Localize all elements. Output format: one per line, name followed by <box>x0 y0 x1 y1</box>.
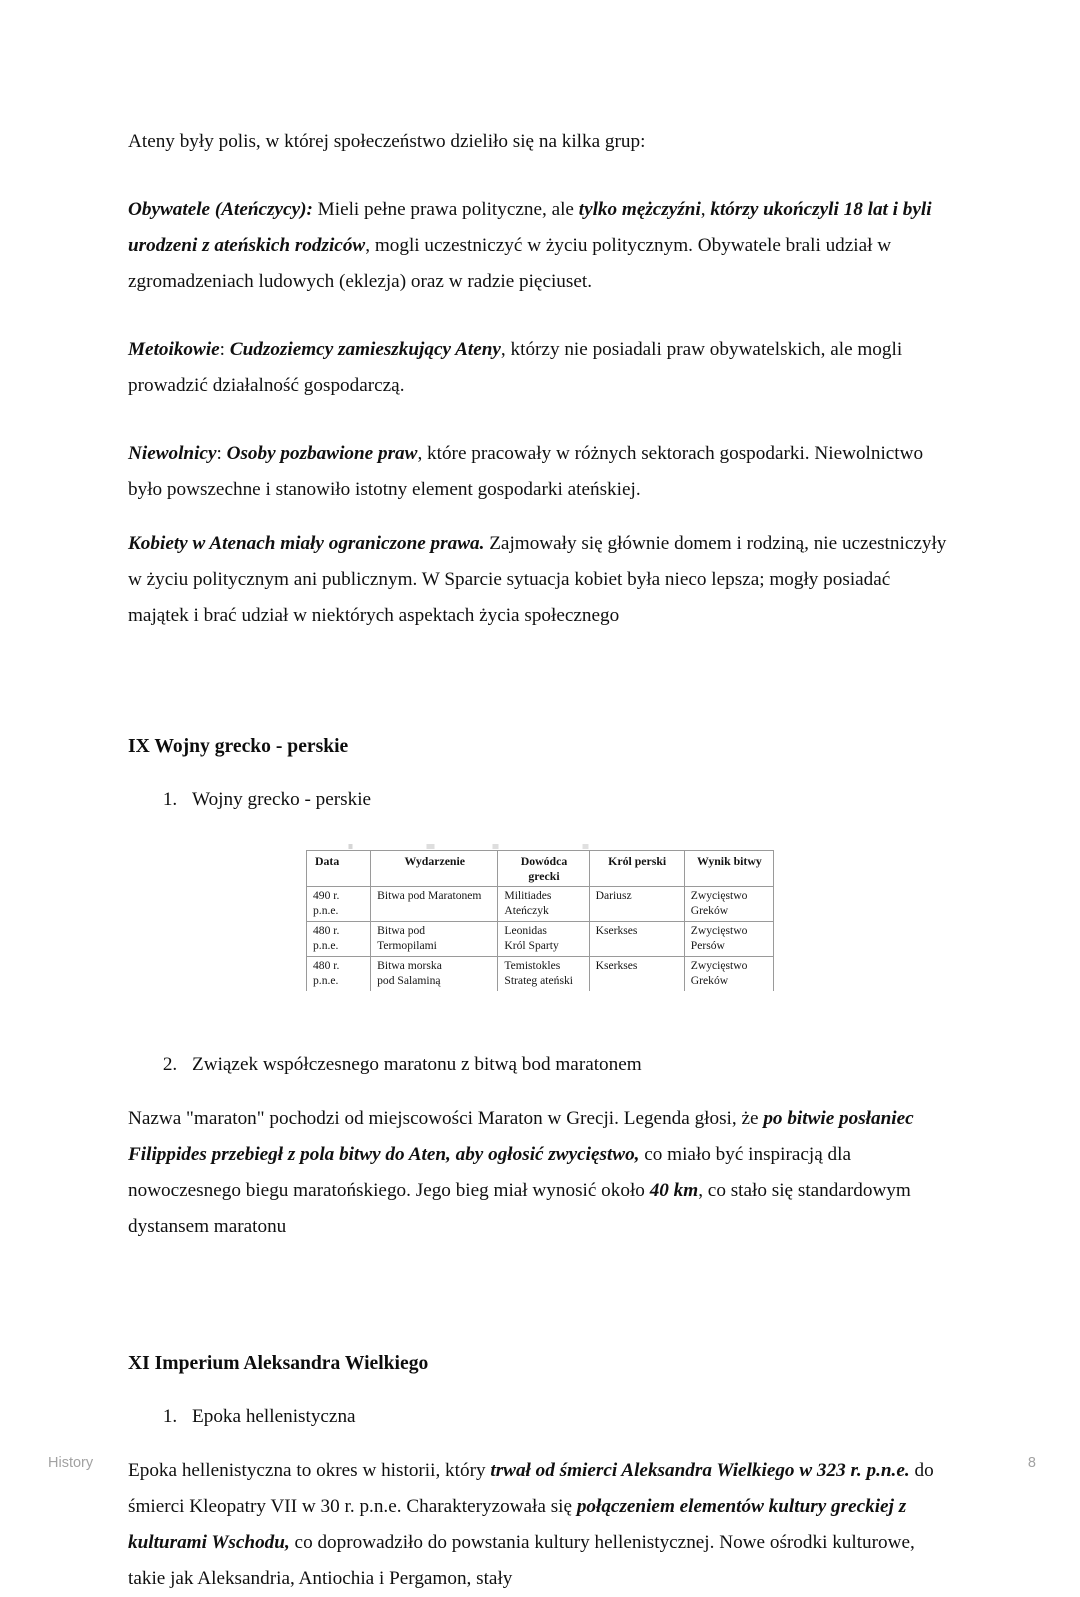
list-item: 1. Epoka hellenistyczna <box>182 1399 950 1435</box>
list-item: 2. Związek współczesnego maratonu z bitwą bod maratonem <box>182 1047 950 1083</box>
cell-line-1: Temistokles <box>504 959 561 972</box>
cell-line-1: Zwycięstwo <box>690 959 748 972</box>
run-niewolnicy-colon: : <box>216 443 227 464</box>
heading-xi-imperium-aleksandra-wielkiego: XI Imperium Aleksandra Wielkiego <box>128 1353 429 1374</box>
cell-line-1: Bitwa pod <box>377 924 426 937</box>
page-content <box>128 124 950 1597</box>
run-obywatele-sep: , <box>700 199 711 220</box>
paragraph-kobiety <box>128 526 950 634</box>
list-wojny <box>128 782 950 818</box>
run-hell-text1: Epoka hellenistyczna to okres w historii, który <box>128 1460 491 1481</box>
cell-event <box>371 957 498 992</box>
header-line-2: grecki <box>528 868 560 883</box>
run-obywatele-text2: , mogli uczestniczyć w życiu politycznym. Obywatele brali udział w zgromadzeniach ludowych (eklezja) oraz w radzie pięciuset. <box>128 235 892 292</box>
cell-line-1: 490 r. <box>313 889 340 902</box>
spacer <box>128 991 950 1047</box>
cell-line-1: Zwycięstwo <box>690 889 748 902</box>
cell-data <box>307 887 371 922</box>
spacer <box>128 508 950 526</box>
column-header-wynik-bitwy: Wynik bitwy <box>684 851 773 887</box>
paragraph-intro: Ateny były polis, w której społeczeństwo dzieliło się na kilka grup: <box>128 131 646 152</box>
run-kobiety-em: Kobiety w Atenach miały ograniczone prawa. <box>128 533 485 554</box>
run-maraton-text1: Nazwa "maraton" pochodzi od miejscowości Maraton w Grecji. Legenda głosi, że <box>128 1108 764 1129</box>
run-metoikowie-text: , którzy nie posiadali praw obywatelskich, ale mogli prowadzić działalność gospodarczą. <box>128 339 903 396</box>
cell-line-2: Strateg ateński <box>504 973 573 987</box>
spacer <box>128 1245 950 1347</box>
cell-line-2: Król Sparty <box>504 938 559 952</box>
cell-line-2: p.n.e. <box>313 973 339 987</box>
run-obywatele-em1: tylko mężczyźni <box>578 199 701 220</box>
run-maraton-text2: co miało być inspiracją dla nowoczesnego biegu maratońskiego. Jego bieg miał wynosić około <box>128 1144 851 1201</box>
page-footer <box>0 1455 1080 1489</box>
table-row <box>307 922 774 957</box>
column-header-krol-perski: Król perski <box>589 851 684 887</box>
cell-result <box>684 957 773 992</box>
run-hell-em1: trwał od śmierci Aleksandra Wielkiego w 323 r. p.n.e. <box>490 1460 910 1481</box>
cell-line-2: Greków <box>690 973 729 987</box>
cell-line-2: Greków <box>690 903 729 917</box>
run-obywatele-label: Obywatele (Ateńczycy): <box>128 199 313 220</box>
cell-line-1: Zwycięstwo <box>690 924 748 937</box>
table-header-row <box>307 851 774 887</box>
cell-king: Dariusz <box>589 887 684 922</box>
spacer <box>128 160 950 192</box>
cell-line-2: Termopilami <box>377 938 437 952</box>
paragraph-niewolnicy <box>128 436 950 508</box>
cell-line-1: Bitwa morska <box>377 959 442 972</box>
cell-line-1: Militiades <box>504 889 552 902</box>
run-niewolnicy-label: Niewolnicy <box>128 443 217 464</box>
run-metoikowie-em: Cudzoziemcy zamieszkujący Ateny <box>229 339 501 360</box>
list-item: 1. Wojny grecko - perskie <box>182 782 950 818</box>
cell-line-2: Persów <box>690 938 725 952</box>
run-obywatele-text1: Mieli pełne prawa polityczne, ale <box>312 199 579 220</box>
spacer <box>128 1435 950 1453</box>
heading-ix-wojny-grecko-perskie: IX Wojny grecko - perskie <box>128 736 349 757</box>
spacer <box>128 404 950 436</box>
run-maraton-distance: 40 km <box>649 1180 699 1201</box>
footer-document-title: History <box>48 1455 94 1471</box>
run-metoikowie-label: Metoikowie <box>128 339 220 360</box>
spacer <box>128 634 950 730</box>
cell-commander <box>498 922 589 957</box>
cell-data <box>307 922 371 957</box>
run-niewolnicy-em: Osoby pozbawione praw <box>226 443 418 464</box>
run-kobiety-text: Zajmowały się głównie domem i rodziną, nie uczestniczyły w życiu politycznym ani publicznym. W Sparcie sytuacja kobiet była nieco lepsza; mogły posiadać majątek i brać udział w niektórych aspektach życia społecznego <box>128 533 947 626</box>
run-obywatele-em2: którzy ukończyli 18 lat i byli urodzeni z ateńskich rodziców <box>128 199 932 256</box>
run-hell-em2: połączeniem elementów kultury greckiej z kulturami Wschodu, <box>128 1496 907 1553</box>
column-header-wydarzenie: Wydarzenie <box>371 851 498 887</box>
footer-page-number: 8 <box>1027 1455 1036 1471</box>
cell-commander <box>498 957 589 992</box>
cell-line-1: 480 r. <box>313 924 340 937</box>
column-header-data: Data <box>307 851 371 887</box>
cell-result <box>684 887 773 922</box>
table-row <box>307 957 774 992</box>
header-line-1: Dowódca <box>520 854 568 868</box>
cell-line-1: 480 r. <box>313 959 340 972</box>
run-metoikowie-colon: : <box>219 339 230 360</box>
paragraph-obywatele <box>128 192 950 300</box>
cell-result <box>684 922 773 957</box>
run-maraton-em1: po bitwie posłaniec Filippides przebiegł z pola bitwy do Aten, aby ogłosić zwycięstwo, <box>128 1108 914 1165</box>
battles-table-figure <box>306 850 774 991</box>
cell-line-2: p.n.e. <box>313 938 339 952</box>
spacer <box>128 1083 950 1101</box>
table-row <box>307 887 774 922</box>
cell-king: Kserkses <box>589 957 684 992</box>
cell-king: Kserkses <box>589 922 684 957</box>
column-header-dowodca-grecki <box>498 851 589 887</box>
run-niewolnicy-text: , które pracowały w różnych sektorach gospodarki. Niewolnictwo było powszechne i stanowiło istotny element gospodarki ateńskiej. <box>128 443 924 500</box>
paragraph-metoikowie <box>128 332 950 404</box>
cell-line-2: pod Salaminą <box>377 973 441 987</box>
run-maraton-text3: , co stało się standardowym dystansem maratonu <box>128 1180 911 1237</box>
spacer <box>128 764 950 782</box>
list-imperium <box>128 1399 950 1435</box>
run-hell-text3: co doprowadziło do powstania kultury hellenistycznej. Nowe ośrodki kulturowe, takie jak Aleksandria, Antiochia i Pergamon, stały <box>128 1532 915 1589</box>
greek-persian-battles-table <box>306 850 774 991</box>
cell-event <box>371 922 498 957</box>
paragraph-maraton <box>128 1101 950 1245</box>
cell-event <box>371 887 498 922</box>
cell-commander <box>498 887 589 922</box>
cell-line-1: Bitwa pod Maratonem <box>377 889 482 902</box>
cell-data <box>307 957 371 992</box>
cell-line-2: p.n.e. <box>313 903 339 917</box>
list-wojny-continued <box>128 1047 950 1083</box>
spacer <box>128 300 950 332</box>
scan-artifact <box>342 844 672 849</box>
spacer <box>128 1381 950 1399</box>
run-hell-text2: do śmierci Kleopatry VII w 30 r. p.n.e. Charakteryzowała się <box>128 1460 934 1517</box>
cell-line-1: Leonidas <box>504 924 547 937</box>
cell-line-2: Ateńczyk <box>504 903 549 917</box>
